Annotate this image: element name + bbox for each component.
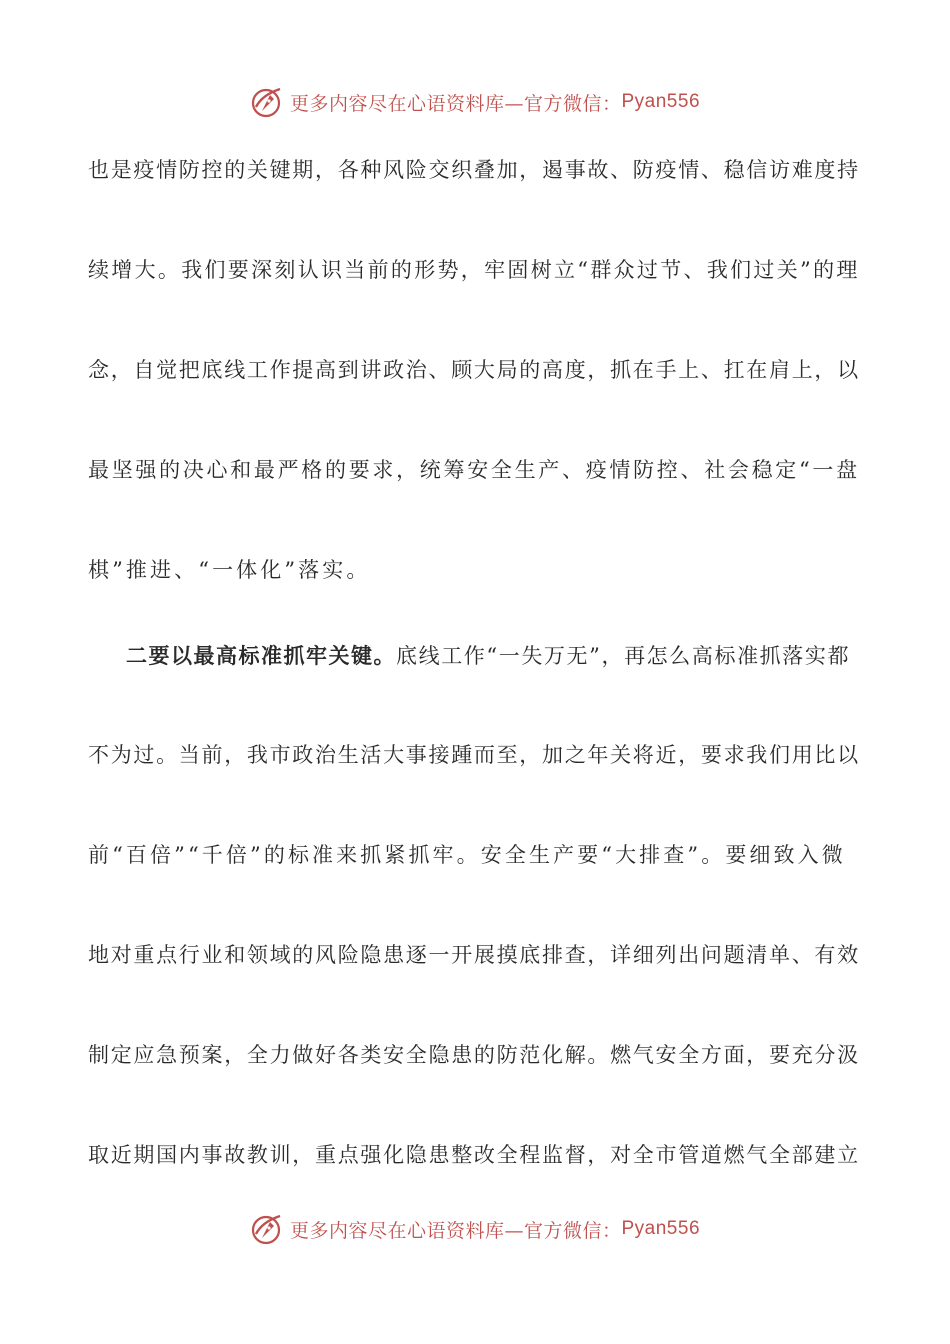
- paragraph-first-line: [126, 641, 861, 671]
- footer-banner: [0, 1209, 950, 1249]
- text-line: 不为过。当前，我市政治生活大事接踵而至，加之年关将近，要求我们用比以: [88, 743, 860, 767]
- footer-banner-handle: Pyan556: [621, 1218, 701, 1239]
- text-line: 续增大。我们要深刻认识当前的形势，牢固树立“群众过节、我们过关”的理: [88, 258, 860, 282]
- text-line: 也是疫情防控的关键期，各种风险交织叠加，遏事故、防疫情、稳信访难度持: [88, 158, 860, 182]
- pen-nib-circle-icon: [250, 1212, 284, 1246]
- text-line: 取近期国内事故教训，重点强化隐患整改全程监督，对全市管道燃气全部建立: [88, 1143, 860, 1167]
- text-line: 念，自觉把底线工作提高到讲政治、顾大局的高度，抓在手上、扛在肩上，以: [88, 358, 860, 382]
- header-banner-text: 更多内容尽在心语资料库—官方微信：: [289, 92, 622, 115]
- text-line: 地对重点行业和领域的风险隐患逐一开展摸底排查，详细列出问题清单、有效: [88, 943, 860, 967]
- footer-banner-text: 更多内容尽在心语资料库—官方微信：: [289, 1219, 622, 1242]
- text-line: 制定应急预案，全力做好各类安全隐患的防范化解。燃气安全方面，要充分汲: [88, 1043, 860, 1067]
- paragraph-first-line-text: 底线工作“一失万无”，再怎么高标准抓落实都: [396, 644, 851, 668]
- paragraph-heading: 二要以最高标准抓牢关键。: [126, 644, 396, 668]
- header-banner-handle: Pyan556: [621, 91, 701, 112]
- text-line: 棋”推进、“一体化”落实。: [88, 558, 371, 582]
- pen-nib-circle-icon: [250, 85, 284, 119]
- text-line: 前“百倍”“千倍”的标准来抓紧抓牢。安全生产要“大排查”。要细致入微: [88, 843, 846, 867]
- text-line: 最坚强的决心和最严格的要求，统筹安全生产、疫情防控、社会稳定“一盘: [88, 458, 860, 482]
- header-banner: [0, 82, 950, 122]
